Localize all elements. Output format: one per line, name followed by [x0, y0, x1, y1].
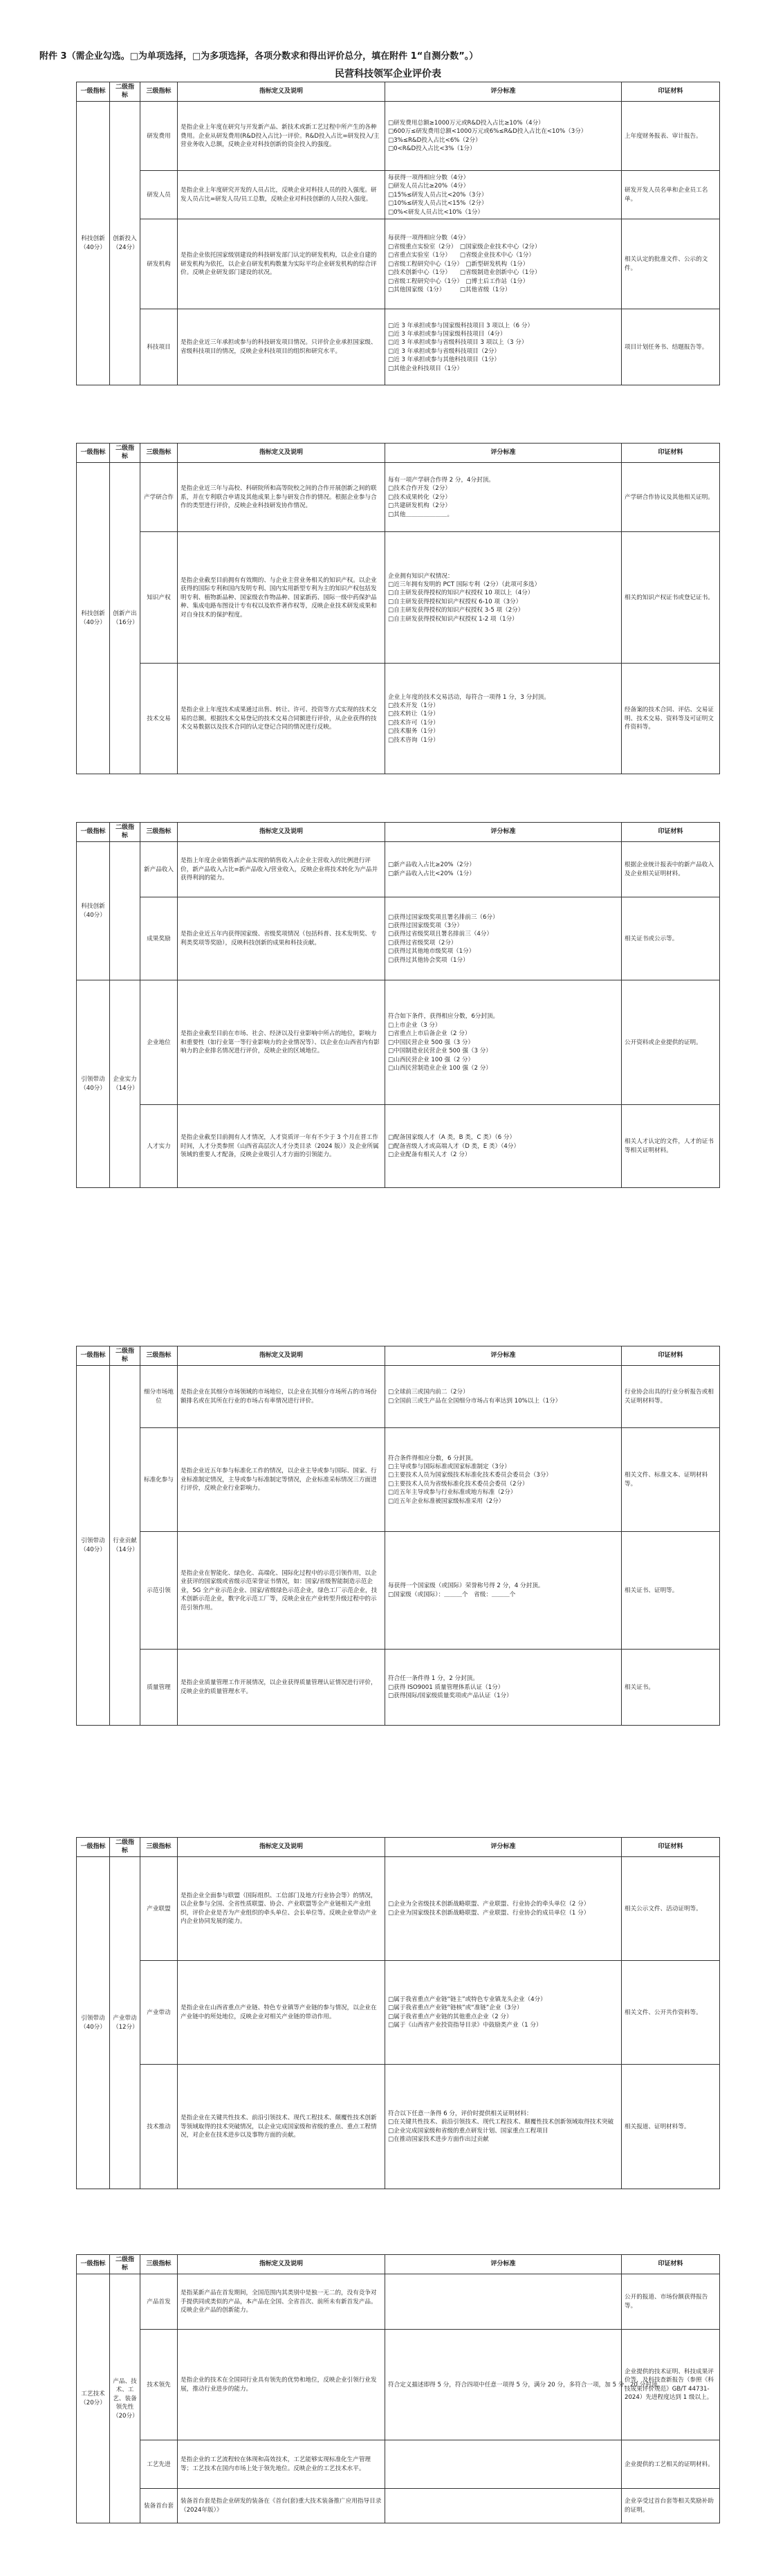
level1-indicator: 引领带动（40分）	[77, 1857, 110, 2189]
column-header: 三级指标	[140, 444, 178, 463]
criteria-line[interactable]: □自主研发获得授权知识产权授权 1-2 项（1分）	[388, 615, 518, 623]
criteria-line: 每获得一项得相应分数（4分）	[388, 235, 470, 242]
level2-indicator: 产业带动（12分）	[110, 1857, 140, 2189]
criteria-line[interactable]: □全球前三或国内前二（2分）	[388, 1389, 469, 1396]
indicator-definition: 是指上年度企业销售新产品实现的销售收入占企业主营收入的比例进行评价，新产品收入占比=新产品收入/营业收入，反映企业将技术转化为产品并获得利润的能力。	[178, 842, 385, 897]
indicator-definition: 是指企业的技术在全国同行业具有领先的优势和地位，反映企业引领行业发展，推动行业进步的能力。	[178, 2330, 385, 2440]
criteria-line: 每有一项产学研合作得 2 分，4分封顶。	[388, 476, 495, 484]
criteria-line[interactable]: □研发人员占比≥20%（4分）	[388, 183, 470, 190]
column-header: 一级指标	[77, 2255, 110, 2274]
level2-indicator: 创新投入（24分）	[110, 102, 140, 385]
table-row	[77, 1961, 720, 2065]
indicator-definition: 是指企业在关键共性技术、前沿引领技术、现代工程技术、颠覆性技术创新等领域取得的技术突破情况，以企业完成国家级和省级的重点、重点工程情况，对企业在技术进步以及事物方面的贡献。	[178, 2065, 385, 2189]
supporting-evidence: 相关认定的批准文件、公示的文件。	[622, 219, 720, 309]
level3-indicator: 示范引领	[140, 1532, 178, 1650]
level2-indicator	[110, 842, 140, 980]
criteria-line[interactable]: □获得过国家级奖项且署名排前三（6分）	[388, 913, 499, 921]
criteria-line[interactable]: □技术开发（1分）	[388, 702, 439, 709]
column-header: 一级指标	[77, 444, 110, 463]
column-header: 指标定义及说明	[178, 1346, 385, 1366]
supporting-evidence: 公开的报道、市场份额获得报告等。	[622, 2274, 720, 2330]
supporting-evidence: 相关文件、公开共作资料等。	[622, 1961, 720, 2065]
level3-indicator: 产业带动	[140, 1961, 178, 2065]
column-header: 评分标准	[385, 1838, 622, 1857]
table-row	[77, 2489, 720, 2523]
scoring-criteria	[385, 2489, 622, 2523]
column-header: 指标定义及说明	[178, 823, 385, 842]
criteria-line[interactable]: □其他企业科技项目（1分）	[388, 365, 463, 372]
level3-indicator: 研发费用	[140, 102, 178, 171]
indicator-definition: 是指企业在其细分市场领域的市场地位，以企业在其细分市场所占的市场份额排名或在其所在行业的市场占有率情况进行评价。	[178, 1366, 385, 1428]
criteria-line[interactable]: □近五年企业标准被国家级标准采用（2分）	[388, 1497, 505, 1505]
scoring-criteria	[385, 664, 622, 774]
criteria-line[interactable]: □配备国家级人才（A 类，B 类，C 类）（6 分）	[388, 1134, 516, 1142]
scoring-criteria	[385, 532, 622, 664]
level3-indicator: 人才实力	[140, 1105, 178, 1188]
criteria-line[interactable]: □近五年主导或参与行业标准或地方标准（2分）	[388, 1489, 517, 1497]
criteria-line[interactable]: □企业配备有相关人才（2 分）	[388, 1151, 471, 1159]
criteria-line: 符合任一条件得 1 分，2 分封顶。	[388, 1675, 479, 1683]
level3-indicator: 装备首台套	[140, 2489, 178, 2523]
criteria-line[interactable]: □企业完成国家级和省级的重点研发计划、国家重点工程项目	[388, 2127, 548, 2135]
scoring-criteria	[385, 2274, 622, 2330]
supporting-evidence: 相关报道、证明材料等。	[622, 2065, 720, 2189]
table-row	[77, 1428, 720, 1532]
attachment-note: 附件 3（需企业勾选。□为单项选择，□为多项选择，各项分数求和得出评价总分，填在附件 1“自测分数”。）	[39, 51, 479, 62]
criteria-line[interactable]: □主要技术人员为省级标准化技术委员会委员（2分）	[388, 1480, 528, 1488]
indicator-definition: 是指企业在山西省重点产业链、特色专业镇等产业链的参与情况，以企业在产业链中的所处地位，反映企业对相关产业链的带动作用。	[178, 1961, 385, 2065]
criteria-line[interactable]: □省级重点实验室（2分） □国家级企业技术中心（2分）	[388, 243, 541, 250]
indicator-definition: 是指企业质量管理工作开展情况，以企业获得质量管理认证情况进行评价，反映企业的质量管理水平。	[178, 1650, 385, 1726]
table-row	[77, 463, 720, 532]
criteria-line[interactable]: □获得国际/国家级质量奖项或产品认证（1分）	[388, 1692, 512, 1700]
supporting-evidence: 相关证书、证明等。	[622, 1532, 720, 1650]
scoring-criteria	[385, 1532, 622, 1650]
scoring-criteria	[385, 842, 622, 897]
level3-indicator: 标准化参与	[140, 1428, 178, 1532]
indicator-definition: 是指企业在智能化、绿色化、高端化、国际化过程中的示范引领作用，以企业获评的国家级或省级示范荣誉证书情况，如：国家/省级智能制造示范企业，5G 全产业示范企业、国家/省级绿色示范企业，绿色工厂示范企业，技术创新示范企业，数字化示范工厂等，反映企业在产业转型升级过程中的示范引领作用。	[178, 1532, 385, 1650]
criteria-line[interactable]: □获得过省级奖项且署名排前三（4分）	[388, 931, 493, 938]
scoring-criteria	[385, 102, 622, 171]
table-row	[77, 171, 720, 219]
column-header: 三级指标	[140, 2255, 178, 2274]
table-row	[77, 2330, 720, 2440]
evaluation-table	[76, 2254, 720, 2523]
indicator-definition: 是指企业上年度技术成果通过出售、转让、许可、投资等方式实现的技术交易的总额。根据技术交易登记的技术交易合同额进行评价，从企业获得的技术交易数据以及技术合同的认定登记合同的情况进行反映。	[178, 664, 385, 774]
evaluation-table	[76, 443, 720, 774]
criteria-line[interactable]: □主要技术人员为国家级技术标准化技术委员会委员会（3分）	[388, 1472, 553, 1479]
column-header: 评分标准	[385, 1346, 622, 1366]
supporting-evidence: 相关的知识产权证书或登记证书。	[622, 532, 720, 664]
criteria-line[interactable]: □15%≤研发人员占比<20%（3分）	[388, 191, 488, 199]
criteria-line[interactable]: □企业为全省级技术创新战略联盟、产业联盟、行业协会的牵头单位（2 分）	[388, 1901, 590, 1908]
level2-indicator: 企业实力（14分）	[110, 980, 140, 1188]
scoring-criteria	[385, 463, 622, 532]
scoring-criteria	[385, 309, 622, 385]
table-row	[77, 1532, 720, 1650]
level3-indicator: 质量管理	[140, 1650, 178, 1726]
column-header: 印证材料	[622, 1838, 720, 1857]
supporting-evidence: 相关人才认定的文件，人才的证书等相关证明材料。	[622, 1105, 720, 1188]
criteria-line[interactable]: □属于我省重点产业链的其他重点企业（2 分）	[388, 2013, 512, 2020]
criteria-line: 符合如下条件，获得相应分数，6分封顶。	[388, 1013, 499, 1021]
level2-indicator: 行业贡献（14分）	[110, 1366, 140, 1726]
criteria-line[interactable]: □山西民营企业 100 强（2 分）	[388, 1056, 474, 1063]
level1-indicator: 科技创新（40分）	[77, 102, 110, 385]
table-row	[77, 897, 720, 980]
table-row	[77, 2065, 720, 2189]
level2-indicator: 产品、技术、工艺、装备领先性（20分）	[110, 2274, 140, 2523]
criteria-line[interactable]: □获得过其他协会奖项（1分）	[388, 956, 469, 964]
column-header: 一级指标	[77, 82, 110, 102]
table-row	[77, 980, 720, 1105]
criteria-line[interactable]: □近 3 年承担或参与省级科技项目 3 项以上（3 分）	[388, 339, 528, 347]
column-header: 印证材料	[622, 1346, 720, 1366]
supporting-evidence: 行业协会出具的行业分析报告或相关证明材料等。	[622, 1366, 720, 1428]
criteria-line[interactable]: □在关键共性技术、前沿引领技术、现代工程技术、颠覆性技术创新领域取得技术突破	[388, 2119, 614, 2126]
criteria-line[interactable]: □10%≤研发人员占比<15%（2分）	[388, 200, 488, 208]
column-header: 评分标准	[385, 823, 622, 842]
level3-indicator: 新产品收入	[140, 842, 178, 897]
table-row	[77, 309, 720, 385]
supporting-evidence: 上年度财务报表、审计报告。	[622, 102, 720, 171]
supporting-evidence: 项目计划任务书、结题报告等。	[622, 309, 720, 385]
level3-indicator: 成果奖励	[140, 897, 178, 980]
scoring-criteria	[385, 1428, 622, 1532]
evaluation-table	[76, 1346, 720, 1726]
indicator-definition: 是指企业近五年参与标准化工作的情况，以企业主导或参与国际、国家、行业标准制定情况，主导或参与标准制定等情况，企业标准采标情况三方面进行评价，反映企业行业影响力。	[178, 1428, 385, 1532]
criteria-line[interactable]: □获得过省级奖项（2分）	[388, 939, 457, 947]
criteria-line: 每获得一个国家级（或国际）荣誉称号得 2 分，4 分封顶。	[388, 1582, 544, 1590]
criteria-line[interactable]: □其他＿＿＿＿＿＿＿。	[388, 511, 454, 518]
column-header: 评分标准	[385, 82, 622, 102]
criteria-line: 每获得一项得相应分数（4分）	[388, 174, 470, 181]
indicator-definition: 是指企业近三年承担或参与的科技研发项目情况。只评价企业承担国家级、省级科技项目的情况，反映企业科技项目的组织和研究水平。	[178, 309, 385, 385]
level3-indicator: 企业地位	[140, 980, 178, 1105]
table-row	[77, 842, 720, 897]
criteria-line[interactable]: □600万≤研发费用总额<1000万元或6%≤R&D投入占比在<10%（3分）	[388, 128, 587, 136]
criteria-line[interactable]: □近三年拥有发明的 PCT 国际专利（2分）（此项可多选）	[388, 581, 541, 588]
supporting-evidence: 相关文件、标准文本、证明材料等。	[622, 1428, 720, 1532]
column-header: 二级指标	[110, 1838, 140, 1857]
scoring-criteria	[385, 980, 622, 1105]
scoring-criteria	[385, 219, 622, 309]
scoring-criteria	[385, 1105, 622, 1188]
scoring-criteria	[385, 1857, 622, 1961]
table-row	[77, 2440, 720, 2489]
column-header: 指标定义及说明	[178, 2255, 385, 2274]
indicator-definition: 是指企业上年度在研究与开发新产品、新技术或新工艺过程中所产生的各种费用。企业从研发费用(R&D投入占比)一评价。R&D投入占比=研发投入/主营业务收入总额，反映企业对科技创新的资金投入的强度。	[178, 102, 385, 171]
level3-indicator: 细分市场地位	[140, 1366, 178, 1428]
column-header: 二级指标	[110, 2255, 140, 2274]
supporting-evidence: 公开资料或企业提供的证明。	[622, 980, 720, 1105]
criteria-line[interactable]: □省级工程研究中心（1分） □新型研发机构（1分）	[388, 260, 529, 268]
supporting-evidence: 经备案的技术合同、评估、交易证明、技术交易、资料等及可证明文件资料等。	[622, 664, 720, 774]
criteria-line[interactable]: □其他国家级（1分） □其他省级（1分）	[388, 286, 511, 293]
table-row	[77, 1105, 720, 1188]
criteria-line[interactable]: □自主研发获得授权的知识产权授权 10 项以上（4分）	[388, 590, 534, 597]
criteria-line[interactable]: □研发费用总额≥1000万元或R&D投入占比≥10%（4分）	[388, 119, 544, 127]
scoring-criteria	[385, 2440, 622, 2489]
evaluation-table	[76, 82, 720, 385]
table-row	[77, 2274, 720, 2330]
column-header: 印证材料	[622, 823, 720, 842]
indicator-definition: 是指某新产品在首发期间，全国范围内其类别中是独一无二的，没有竞争对手提供同或类似的产品，本产品在全国、全省首次、前所未有新首发产品。反映企业产品的创新能力。	[178, 2274, 385, 2330]
table-row	[77, 102, 720, 171]
column-header: 二级指标	[110, 444, 140, 463]
criteria-line[interactable]: □在推动国家技术进步方面作出过贡献	[388, 2136, 489, 2144]
criteria-line[interactable]: □省级工程研究中心（1分） □博士后工作站（1分）	[388, 277, 529, 285]
indicator-definition: 是指企业近五年内获得国家级、省级奖项情况（包括科普、技术发明奖、专利类奖项等奖励），反映科技创新的成果和科技贡献。	[178, 897, 385, 980]
scoring-criteria	[385, 1366, 622, 1428]
indicator-definition: 是指企业近三年与高校、科研院所和高等院校之间的合作开展创新之间的联系，并在专利联合申请及其他成果上参与研发合作的情况。根据企业参与合作的类型进行评价，反映企业科技研发协作情况。	[178, 463, 385, 532]
criteria-line: 符合定义描述即得 5 分，符合四项中任意一项得 5 分，满分 20 分，多符合一项，加 5 分，20 分封顶。	[388, 2381, 664, 2388]
indicator-definition: 是指企业截至目前拥有人才情况，人才资质评一年有不少于 3 个月在晋工作时间，人才分类参照《山西省高层次人才分类目录（2024 版）》及企业所属领域的重要人才配备，反映企业吸引人才方面的引领能力。	[178, 1105, 385, 1188]
column-header: 三级指标	[140, 82, 178, 102]
level1-indicator: 工艺技术（20分）	[77, 2274, 110, 2523]
level1-indicator: 引领带动（40分）	[77, 1366, 110, 1726]
criteria-line[interactable]: □技术转让（1分）	[388, 711, 439, 718]
indicator-definition: 是指企业依托国家级别建设的科技研发部门认定的研发机构，以企业自建的研发机构为依托，以企业自研发机构数量为实际平均企业研发机构的综合评价。反映企业研发部门建设的状况。	[178, 219, 385, 309]
level3-indicator: 技术推动	[140, 2065, 178, 2189]
criteria-line: 企业拥有知识产权情况：	[388, 572, 454, 580]
supporting-evidence: 相关公示文件、活动证明等。	[622, 1857, 720, 1961]
scoring-criteria	[385, 897, 622, 980]
column-header: 指标定义及说明	[178, 82, 385, 102]
column-header: 三级指标	[140, 823, 178, 842]
level3-indicator: 技术交易	[140, 664, 178, 774]
column-header: 指标定义及说明	[178, 444, 385, 463]
supporting-evidence: 产学研合作协议及其他相关证明。	[622, 463, 720, 532]
indicator-definition: 是指企业截至目前拥有有效期的、与企业主营业务相关的知识产权。以企业获得的国际专利和国内发明专利、国内实用新型专利为主的知识产权包括发明专利、植物新品种、国家级农作物品种、国家新药、国际一级中药保护品种、集成电路布图设计专有权以及软件著作权等，反映企业技术研发成果和对自身技术的保护程度。	[178, 532, 385, 664]
criteria-line[interactable]: □配备省级人才或高端人才（D 类，E 类）（4分）	[388, 1142, 520, 1150]
criteria-line[interactable]: □技术创新中心（1分） □省级制造业创新中心（1分）	[388, 269, 541, 277]
criteria-line[interactable]: □主导或参与国际标准或国家标准制定（3分）	[388, 1463, 510, 1470]
column-header: 二级指标	[110, 1346, 140, 1366]
level3-indicator: 技术领先	[140, 2330, 178, 2440]
table-row	[77, 1366, 720, 1428]
criteria-line[interactable]: □近 3 年承担或参与国家级科技项目（4分）	[388, 330, 506, 338]
criteria-line[interactable]: □省重点上市后备企业（2 分）	[388, 1030, 471, 1038]
criteria-line: 符合以下任意一条得 6 分，评价时提供相关证明材料：	[388, 2110, 533, 2117]
column-header: 印证材料	[622, 2255, 720, 2274]
column-header: 评分标准	[385, 444, 622, 463]
criteria-line[interactable]: □新产品收入占比≥20%（2分）	[388, 861, 475, 869]
supporting-evidence: 相关证书或公示等。	[622, 897, 720, 980]
level1-indicator: 引领带动（40分）	[77, 980, 110, 1188]
column-header: 一级指标	[77, 1838, 110, 1857]
level3-indicator: 研发人员	[140, 171, 178, 219]
criteria-line[interactable]: □上市企业（3 分）	[388, 1021, 441, 1029]
indicator-definition: 是指企业截至目前在市场、社会、经济以及行业影响中所占的地位，影响力和重要性（如行业第一等行业影响力的企业情况等）、以企业在山西省内有影响力的企业排名情况进行评价，反映企业的区域地位。	[178, 980, 385, 1105]
criteria-line[interactable]: □技术服务（1分）	[388, 728, 439, 736]
table-row	[77, 532, 720, 664]
level1-indicator: 科技创新（40分）	[77, 463, 110, 774]
criteria-line[interactable]: □属于我省重点产业链“链主”或特色专业镇龙头企业（4分）	[388, 1995, 546, 2003]
supporting-evidence: 企业享受过首台套等相关奖励补助的证明。	[622, 2489, 720, 2523]
table-row	[77, 1857, 720, 1961]
column-header: 指标定义及说明	[178, 1838, 385, 1857]
table-row	[77, 664, 720, 774]
indicator-definition: 装备首台套是指企业研发的装备在《首台(套)重大技术装备推广应用指导目录（2024年版）》	[178, 2489, 385, 2523]
criteria-line[interactable]: □共建研发机构（2分）	[388, 502, 451, 510]
criteria-line[interactable]: □技术合作开发（2分）	[388, 485, 451, 493]
level2-indicator: 创新产出（16分）	[110, 463, 140, 774]
criteria-line[interactable]: □3%≤R&D投入占比<6%（2分）	[388, 136, 481, 144]
criteria-line[interactable]: □技术咨询（1分）	[388, 736, 439, 744]
indicator-definition: 是指企业上年度研究开发的人员占比，反映企业对科技人员的投入强度。研发人员占比=研发人员/员工总数，反映企业对科技创新的人员投入强度。	[178, 171, 385, 219]
criteria-line[interactable]: □技术许可（1分）	[388, 719, 439, 727]
criteria-line[interactable]: □0%<研发人员占比<10%（1分）	[388, 208, 484, 216]
supporting-evidence: 相关证书。	[622, 1650, 720, 1726]
criteria-line[interactable]: □中国制造业民营企业 500 强（3 分）	[388, 1048, 492, 1055]
column-header: 二级指标	[110, 823, 140, 842]
column-header: 评分标准	[385, 2255, 622, 2274]
criteria-line[interactable]: □山西民营制造业企业 100 强（2 分）	[388, 1065, 492, 1072]
level3-indicator: 工艺先进	[140, 2440, 178, 2489]
criteria-line[interactable]: □自主研发获得授权的知识产权授权 3-5 项（2分）	[388, 607, 524, 614]
criteria-line: 符合条件得相应分数，6 分封顶。	[388, 1454, 477, 1462]
criteria-line[interactable]: □近 3 年承担或参与省级科技项目（2分）	[388, 347, 501, 355]
criteria-line[interactable]: □技术成果转化（2分）	[388, 493, 451, 501]
column-header: 印证材料	[622, 82, 720, 102]
criteria-line[interactable]: □属于我省重点产业链“链核”或“准链”企业（3分）	[388, 2004, 523, 2012]
scoring-criteria	[385, 1650, 622, 1726]
column-header: 一级指标	[77, 823, 110, 842]
indicator-definition: 是指企业全面参与联盟（国际组织、工信部门及地方行业协会等）的情况，以企业参与全国、全省性质联盟、协会、产业联盟等全产业链相关产业组织，评价企业是否为产业组织的牵头单位、会长单位等。反映企业带动产业内企业协同发展的能力。	[178, 1857, 385, 1961]
level3-indicator: 研发机构	[140, 219, 178, 309]
column-header: 三级指标	[140, 1346, 178, 1366]
supporting-evidence: 根据企业统计报表中的新产品收入及企业相关证明材料。	[622, 842, 720, 897]
evaluation-table	[76, 1837, 720, 2189]
scoring-criteria	[385, 1961, 622, 2065]
document-title: 民营科技领军企业评价表	[335, 68, 441, 80]
criteria-line[interactable]: □企业为国家级技术创新战略联盟、产业联盟、行业协会的成员单位（1 分）	[388, 1909, 590, 1917]
criteria-line[interactable]: □近 3 年承担或参与其他科技项目（1分）	[388, 356, 501, 364]
supporting-evidence: 企业提供的工艺相关的证明材料。	[622, 2440, 720, 2489]
criteria-line[interactable]: □全国前三或生产品在全国细分市场占有率达到 10%以上（1分）	[388, 1397, 562, 1405]
criteria-line[interactable]: □中国民营企业 500 强（3 分）	[388, 1039, 474, 1046]
level3-indicator: 产学研合作	[140, 463, 178, 532]
scoring-criteria	[385, 2065, 622, 2189]
level3-indicator: 科技项目	[140, 309, 178, 385]
criteria-line[interactable]: □新产品收入占比<20%（1分）	[388, 870, 475, 877]
level3-indicator: 产业联盟	[140, 1857, 178, 1961]
criteria-line: 企业上年度的技术交易活动，每符合一项得 1 分，3 分封顶。	[388, 693, 550, 701]
table-row	[77, 219, 720, 309]
supporting-evidence: 研发开发人员名单和企业员工名单。	[622, 171, 720, 219]
column-header: 一级指标	[77, 1346, 110, 1366]
criteria-line[interactable]: □0<R&D投入占比<3%（1分）	[388, 145, 476, 153]
criteria-line[interactable]: □省重点实验室（1分） □省级企业技术中心（1分）	[388, 252, 535, 259]
table-row	[77, 1650, 720, 1726]
supporting-evidence: 企业提供的技术证明、科技成果评价等，及科技查新报告（参照《科技成果评价规范》GB/T 44731-2024）先进程度达到 1 级以上。	[622, 2330, 720, 2440]
indicator-definition: 是指企业的工艺流程较在体现和高效技术，工艺能够实现标准化生产管理等；工艺技术在国内市场上处于领先地位。反映企业的工艺技术水平。	[178, 2440, 385, 2489]
column-header: 三级指标	[140, 1838, 178, 1857]
column-header: 二级指标	[110, 82, 140, 102]
evaluation-table	[76, 822, 720, 1188]
criteria-line[interactable]: □近 3 年承担或参与国家级科技项目 3 项以上（6 分）	[388, 322, 534, 329]
criteria-line[interactable]: □获得 ISO9001 质量管理体系认证（1分）	[388, 1683, 504, 1691]
level3-indicator: 产品首发	[140, 2274, 178, 2330]
column-header: 印证材料	[622, 444, 720, 463]
scoring-criteria	[385, 171, 622, 219]
criteria-line[interactable]: □获得过其他地市级奖项（1分）	[388, 948, 475, 956]
scoring-criteria	[385, 2330, 664, 2440]
level3-indicator: 知识产权	[140, 532, 178, 664]
criteria-line[interactable]: □获得过国家级奖项（3分）	[388, 922, 463, 929]
level1-indicator: 科技创新（40分）	[77, 842, 110, 980]
criteria-line[interactable]: □属于《山西省产业投资指导目录》中鼓励类产业（1 分）	[388, 2022, 542, 2029]
criteria-line[interactable]: □国家级（或国际）：＿＿＿个 省级：＿＿＿个	[388, 1591, 516, 1598]
criteria-line[interactable]: □自主研发获得授权知识产权授权 6-10 项（3分）	[388, 598, 522, 605]
